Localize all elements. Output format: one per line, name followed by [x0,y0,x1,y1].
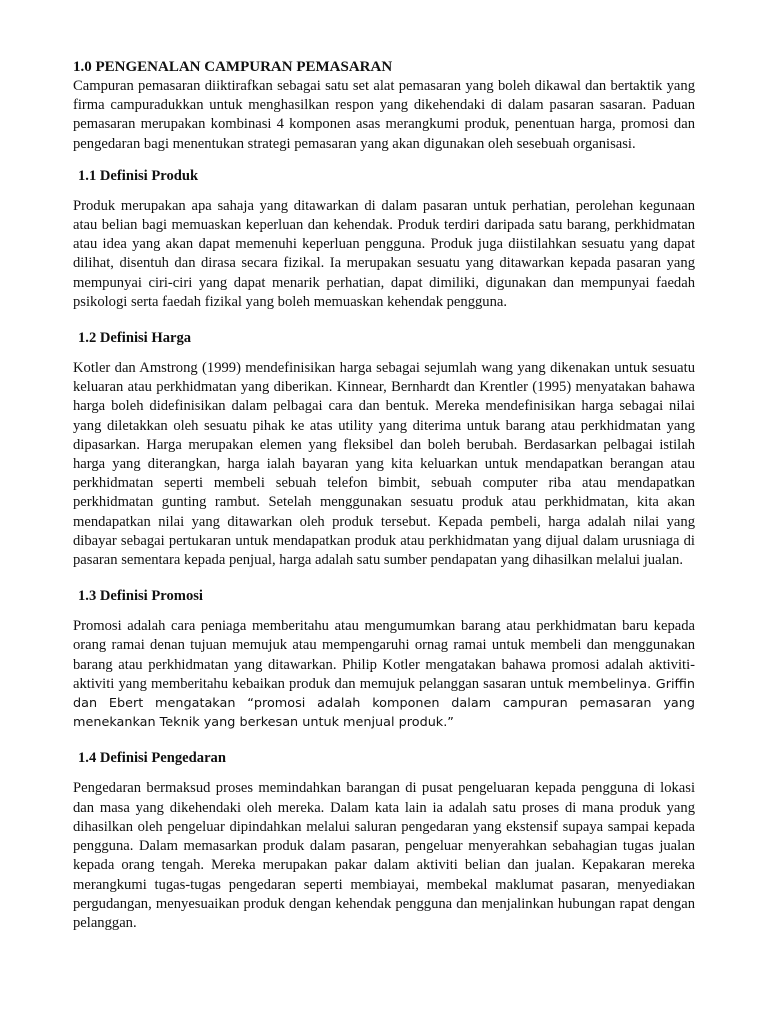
promosi-quote-text: membelinya. Griffin dan Ebert mengatakan “promosi adalah komponen dalam campuran pemasaran yang menekankan Teknik yang berkesan untuk menjual produk.” [73,676,696,731]
section-body-pengedaran: Pengedaran bermaksud proses memindahkan barangan di pusat pengeluaran kepada pengguna di lokasi dan masa yang dikehendaki oleh mereka. Dalam kata lain ia adalah satu proses di mana produk yang dihasilkan oleh pengeluar dipindahkan melalui saluran pengedaran yang ekstensif supaya sampai kepada pengguna. Dalam memasarkan produk dalam pasaran, pengeluar menyerahkan sebahagian tugas jualan kepada orang tengah. Mereka merupakan pakar dalam aktiviti belian dan jualan. Kepakaran mereka merangkumi tugas-tugas pengedaran seperti membiayai, membekal maklumat pasaran, menyediakan pergudangan, menyesuaikan produk dengan kehendak pengguna dan menjalinkan hubungan rapat dengan pelanggan. [73,780,695,931]
page-title: 1.0 PENGENALAN CAMPURAN PEMASARAN [73,59,393,75]
section-heading-produk: 1.1 Definisi Produk [78,167,199,184]
intro-paragraph: Campuran pemasaran diiktirafkan sebagai satu set alat pemasaran yang boleh dikawal dan bertaktik yang firma campuradukkan untuk menghasilkan respon yang dikehendaki di dalam pasaran sasaran. Paduan pemasaran merupakan kombinasi 4 komponen asas merangkumi produk, penentuan harga, promosi dan pengedaran bagi menentukan strategi pemasaran yang akan digunakan oleh sesebuah organisasi. [73,78,695,152]
section-body-promosi [73,617,695,732]
section-heading-pengedaran: 1.4 Definisi Pengedaran [78,750,226,767]
promosi-text: Promosi adalah cara peniaga memberitahu atau mengumumkan barang atau perkhidmatan baru kepada orang ramai denan tujuan memujuk atau mempengaruhi ornag ramai untuk membeli dan menggunakan barang atau perkhidmatan yang ditawarkan. Philip Kotler mengatakan bahawa promosi adalah aktiviti-aktiviti yang memberitahu kebaikan produk dan memujuk pelanggan sasaran untuk [73,618,695,692]
section-body-harga: Kotler dan Amstrong (1999) mendefinisikan harga sebagai sejumlah wang yang dikenakan untuk sesuatu keluaran atau perkhidmatan yang diberikan. Kinnear, Bernhardt dan Krentler (1995) menyatakan bahawa harga boleh didefinisikan dalam pelbagai cara dan bentuk. Mereka mendefinisikan harga sebagai nilai yang diletakkan oleh sesuatu pihak ke atas utility yang diterima untuk barang atau perkhidmatan yang dipasarkan. Harga merupakan elemen yang fleksibel dan boleh berubah. Berdasarkan pelbagai istilah harga yang diterangkan, harga ialah bayaran yang kita keluarkan untuk mendapatkan berangan atau perkhidmatan seperti membeli sebuah telefon bimbit, sebuah computer riba atau mendapatkan perkhidmatan gunting rambut. Setelah menggunakan sesuatu produk atau perkhidmatan, kita akan mendapatkan nilai yang ditawarkan oleh produk tersebut. Kepada pembeli, harga adalah nilai yang dibayar sebagai pertukaran untuk mendapatkan produk atau perkhidmatan yang dijual dalam urusniaga di pasaran sementara kepada penjual, harga adalah satu sumber pendapatan yang dihasilkan melalui jualan. [73,360,695,569]
section-heading-harga: 1.2 Definisi Harga [78,330,192,347]
section-body-produk: Produk merupakan apa sahaja yang ditawarkan di dalam pasaran untuk perhatian, perolehan kegunaan atau belian bagi memuaskan keperluan dan kehendak. Produk terdiri daripada satu barang, perkhidmatan atau idea yang akan dapat memenuhi keperluan pengguna. Produk juga diistilahkan sesuatu yang dapat dilihat, disentuh dan dirasa secara fizikal. Ia merupakan sesuatu yang ditawarkan kepada pasaran yang mempunyai ciri-ciri yang dapat menarik perhatian, dapat dimiliki, digunakan dan mempunyai faedah psikologi serta faedah fizikal yang boleh memuaskan kehendak pengguna. [73,197,695,310]
document-page [73,58,695,933]
section-heading-promosi: 1.3 Definisi Promosi [78,588,203,605]
